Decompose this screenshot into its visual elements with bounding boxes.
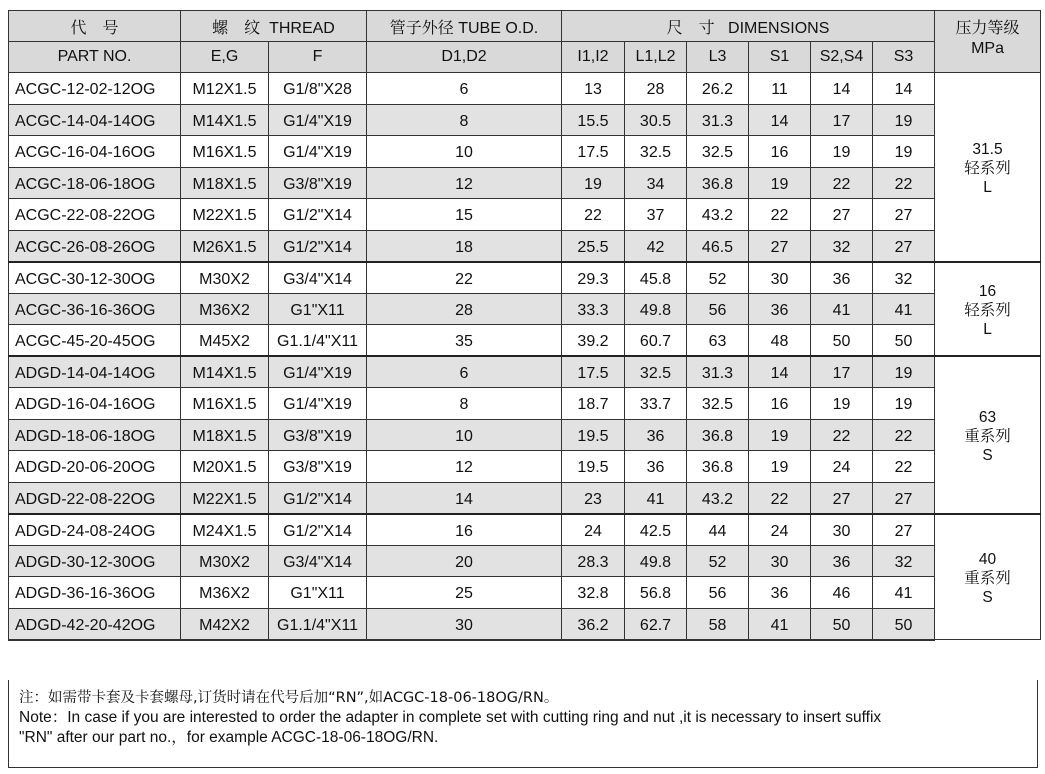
pressure-group bbox=[935, 262, 1041, 357]
cell-part: ADGD-36-16-36OG bbox=[9, 577, 181, 609]
cell-eg: M12X1.5 bbox=[181, 73, 269, 105]
cell-s3: 27 bbox=[873, 230, 935, 262]
cell-part: ADGD-20-06-20OG bbox=[9, 451, 181, 483]
cell-s3: 27 bbox=[873, 199, 935, 231]
cell-s3: 22 bbox=[873, 451, 935, 483]
cell-d1d2: 30 bbox=[367, 608, 562, 640]
table-row bbox=[9, 325, 1041, 357]
cell-l1l2: 56.8 bbox=[625, 577, 687, 609]
cell-part: ACGC-45-20-45OG bbox=[9, 325, 181, 357]
cell-d1d2: 14 bbox=[367, 482, 562, 514]
table-row bbox=[9, 356, 1041, 388]
pressure-code: S bbox=[982, 589, 993, 607]
header-dimensions bbox=[562, 11, 935, 42]
cell-eg: M22X1.5 bbox=[181, 482, 269, 514]
cell-l3: 46.5 bbox=[687, 230, 749, 262]
cell-s3: 22 bbox=[873, 167, 935, 199]
pressure-value: 63 bbox=[978, 409, 997, 427]
cell-part: ADGD-18-06-18OG bbox=[9, 419, 181, 451]
cell-part: ACGC-14-04-14OG bbox=[9, 104, 181, 136]
cell-l3: 32.5 bbox=[687, 388, 749, 420]
header-dims-en: DIMENSIONS bbox=[728, 19, 830, 37]
header-d1d2: D1,D2 bbox=[367, 42, 562, 73]
cell-s3: 32 bbox=[873, 545, 935, 577]
cell-l1l2: 41 bbox=[625, 482, 687, 514]
table-row bbox=[9, 482, 1041, 514]
cell-s1: 16 bbox=[749, 388, 811, 420]
cell-f: G1"X11 bbox=[269, 293, 367, 325]
cell-f: G1/4"X19 bbox=[269, 136, 367, 168]
cell-f: G1.1/4"X11 bbox=[269, 325, 367, 357]
cell-s2s4: 32 bbox=[811, 230, 873, 262]
cell-s3: 19 bbox=[873, 136, 935, 168]
cell-s2s4: 30 bbox=[811, 514, 873, 546]
cell-eg: M36X2 bbox=[181, 577, 269, 609]
header-s2s4: S2,S4 bbox=[811, 42, 873, 73]
cell-l1l2: 28 bbox=[625, 73, 687, 105]
cell-s1: 27 bbox=[749, 230, 811, 262]
cell-eg: M30X2 bbox=[181, 545, 269, 577]
cell-part: ACGC-18-06-18OG bbox=[9, 167, 181, 199]
cell-l3: 36.8 bbox=[687, 167, 749, 199]
cell-i1i2: 19.5 bbox=[562, 451, 625, 483]
cell-l3: 36.8 bbox=[687, 451, 749, 483]
table-row bbox=[9, 514, 1041, 546]
cell-i1i2: 13 bbox=[562, 73, 625, 105]
cell-eg: M14X1.5 bbox=[181, 104, 269, 136]
cell-eg: M26X1.5 bbox=[181, 230, 269, 262]
cell-l3: 56 bbox=[687, 577, 749, 609]
cell-s3: 22 bbox=[873, 419, 935, 451]
cell-s1: 36 bbox=[749, 577, 811, 609]
table-row bbox=[9, 608, 1041, 640]
cell-s2s4: 41 bbox=[811, 293, 873, 325]
pressure-value: 16 bbox=[978, 283, 997, 301]
cell-l3: 31.3 bbox=[687, 356, 749, 388]
cell-part: ADGD-42-20-42OG bbox=[9, 608, 181, 640]
cell-s3: 27 bbox=[873, 514, 935, 546]
pressure-group bbox=[935, 514, 1041, 640]
cell-eg: M45X2 bbox=[181, 325, 269, 357]
cell-l1l2: 30.5 bbox=[625, 104, 687, 136]
table-row bbox=[9, 262, 1041, 294]
cell-eg: M16X1.5 bbox=[181, 388, 269, 420]
cell-l3: 43.2 bbox=[687, 482, 749, 514]
cell-l1l2: 36 bbox=[625, 451, 687, 483]
cell-i1i2: 24 bbox=[562, 514, 625, 546]
table-row bbox=[9, 545, 1041, 577]
cell-f: G1/8"X28 bbox=[269, 73, 367, 105]
cell-l1l2: 33.7 bbox=[625, 388, 687, 420]
pressure-value: 31.5 bbox=[972, 141, 1003, 159]
header-thread bbox=[181, 11, 367, 42]
cell-f: G3/8"X19 bbox=[269, 451, 367, 483]
header-pressure-unit: MPa bbox=[971, 40, 1004, 57]
cell-s3: 19 bbox=[873, 388, 935, 420]
cell-d1d2: 28 bbox=[367, 293, 562, 325]
cell-l3: 32.5 bbox=[687, 136, 749, 168]
pressure-code: S bbox=[982, 447, 993, 465]
cell-i1i2: 36.2 bbox=[562, 608, 625, 640]
header-thread-en: THREAD bbox=[269, 19, 335, 37]
spec-sheet bbox=[8, 10, 1040, 641]
cell-part: ACGC-30-12-30OG bbox=[9, 262, 181, 294]
cell-i1i2: 19 bbox=[562, 167, 625, 199]
cell-l1l2: 45.8 bbox=[625, 262, 687, 294]
cell-s2s4: 17 bbox=[811, 356, 873, 388]
cell-s1: 24 bbox=[749, 514, 811, 546]
cell-s3: 19 bbox=[873, 104, 935, 136]
cell-f: G1.1/4"X11 bbox=[269, 608, 367, 640]
cell-s1: 11 bbox=[749, 73, 811, 105]
cell-f: G1/2"X14 bbox=[269, 482, 367, 514]
cell-i1i2: 39.2 bbox=[562, 325, 625, 357]
cell-f: G1/2"X14 bbox=[269, 199, 367, 231]
cell-s3: 50 bbox=[873, 608, 935, 640]
cell-f: G1/4"X19 bbox=[269, 388, 367, 420]
cell-s3: 27 bbox=[873, 482, 935, 514]
header-dims-cn: 尺 寸 bbox=[666, 19, 715, 37]
cell-eg: M36X2 bbox=[181, 293, 269, 325]
cell-s3: 32 bbox=[873, 262, 935, 294]
cell-l1l2: 36 bbox=[625, 419, 687, 451]
cell-i1i2: 28.3 bbox=[562, 545, 625, 577]
cell-f: G1/4"X19 bbox=[269, 104, 367, 136]
header-s3: S3 bbox=[873, 42, 935, 73]
cell-s2s4: 27 bbox=[811, 199, 873, 231]
note-en-line1: Note：In case if you are interested to order the adapter in complete set with cutting ring and nut ,it is necessary to insert suffix bbox=[19, 709, 882, 726]
cell-d1d2: 8 bbox=[367, 388, 562, 420]
cell-i1i2: 17.5 bbox=[562, 356, 625, 388]
table-row bbox=[9, 388, 1041, 420]
cell-l3: 36.8 bbox=[687, 419, 749, 451]
cell-l3: 44 bbox=[687, 514, 749, 546]
table-row bbox=[9, 167, 1041, 199]
cell-s2s4: 19 bbox=[811, 136, 873, 168]
cell-f: G1/2"X14 bbox=[269, 230, 367, 262]
cell-i1i2: 29.3 bbox=[562, 262, 625, 294]
table-row bbox=[9, 199, 1041, 231]
cell-d1d2: 18 bbox=[367, 230, 562, 262]
header-s1: S1 bbox=[749, 42, 811, 73]
cell-s2s4: 14 bbox=[811, 73, 873, 105]
cell-i1i2: 19.5 bbox=[562, 419, 625, 451]
table-header bbox=[9, 11, 1041, 73]
cell-d1d2: 25 bbox=[367, 577, 562, 609]
note-cn: 注：如需带卡套及卡套螺母,订货时请在代号后加“RN”,如ACGC-18-06-18OG/RN。 bbox=[19, 690, 559, 706]
cell-s1: 22 bbox=[749, 482, 811, 514]
cell-i1i2: 17.5 bbox=[562, 136, 625, 168]
table-row bbox=[9, 419, 1041, 451]
dimensions-table bbox=[8, 10, 1041, 641]
cell-i1i2: 25.5 bbox=[562, 230, 625, 262]
table-row bbox=[9, 577, 1041, 609]
cell-l3: 52 bbox=[687, 545, 749, 577]
note-en-line2: "RN" after our part no.，for example ACGC-18-06-18OG/RN. bbox=[19, 729, 439, 746]
cell-part: ADGD-14-04-14OG bbox=[9, 356, 181, 388]
cell-part: ADGD-22-08-22OG bbox=[9, 482, 181, 514]
cell-i1i2: 18.7 bbox=[562, 388, 625, 420]
cell-s1: 30 bbox=[749, 262, 811, 294]
cell-part: ACGC-16-04-16OG bbox=[9, 136, 181, 168]
cell-s3: 50 bbox=[873, 325, 935, 357]
cell-s2s4: 27 bbox=[811, 482, 873, 514]
cell-i1i2: 33.3 bbox=[562, 293, 625, 325]
cell-eg: M18X1.5 bbox=[181, 167, 269, 199]
cell-s2s4: 19 bbox=[811, 388, 873, 420]
cell-d1d2: 20 bbox=[367, 545, 562, 577]
cell-d1d2: 22 bbox=[367, 262, 562, 294]
cell-eg: M22X1.5 bbox=[181, 199, 269, 231]
cell-d1d2: 10 bbox=[367, 136, 562, 168]
cell-s1: 19 bbox=[749, 451, 811, 483]
table-row bbox=[9, 104, 1041, 136]
cell-s2s4: 22 bbox=[811, 167, 873, 199]
cell-f: G1"X11 bbox=[269, 577, 367, 609]
pressure-group bbox=[935, 356, 1041, 514]
header-tube-od: 管子外径 TUBE O.D. bbox=[367, 11, 562, 42]
cell-l1l2: 32.5 bbox=[625, 136, 687, 168]
header-l1l2: L1,L2 bbox=[625, 42, 687, 73]
pressure-series: 重系列 bbox=[964, 570, 1011, 588]
cell-s2s4: 24 bbox=[811, 451, 873, 483]
cell-s1: 19 bbox=[749, 419, 811, 451]
cell-l1l2: 32.5 bbox=[625, 356, 687, 388]
cell-eg: M20X1.5 bbox=[181, 451, 269, 483]
cell-l1l2: 37 bbox=[625, 199, 687, 231]
cell-s1: 14 bbox=[749, 356, 811, 388]
header-pressure-cn: 压力等级 bbox=[955, 20, 1020, 37]
cell-eg: M14X1.5 bbox=[181, 356, 269, 388]
cell-d1d2: 12 bbox=[367, 451, 562, 483]
cell-i1i2: 23 bbox=[562, 482, 625, 514]
header-l3: L3 bbox=[687, 42, 749, 73]
cell-d1d2: 15 bbox=[367, 199, 562, 231]
order-note bbox=[8, 680, 1038, 768]
cell-i1i2: 22 bbox=[562, 199, 625, 231]
cell-d1d2: 10 bbox=[367, 419, 562, 451]
cell-i1i2: 32.8 bbox=[562, 577, 625, 609]
pressure-group bbox=[935, 73, 1041, 262]
cell-d1d2: 12 bbox=[367, 167, 562, 199]
cell-eg: M42X2 bbox=[181, 608, 269, 640]
cell-f: G3/8"X19 bbox=[269, 167, 367, 199]
table-row bbox=[9, 451, 1041, 483]
cell-s1: 36 bbox=[749, 293, 811, 325]
cell-s2s4: 36 bbox=[811, 545, 873, 577]
cell-part: ADGD-16-04-16OG bbox=[9, 388, 181, 420]
cell-s2s4: 46 bbox=[811, 577, 873, 609]
cell-part: ACGC-36-16-36OG bbox=[9, 293, 181, 325]
header-part-no: PART NO. bbox=[9, 42, 181, 73]
cell-s3: 41 bbox=[873, 577, 935, 609]
cell-s1: 19 bbox=[749, 167, 811, 199]
cell-l1l2: 34 bbox=[625, 167, 687, 199]
cell-s3: 19 bbox=[873, 356, 935, 388]
cell-l1l2: 49.8 bbox=[625, 545, 687, 577]
table-row bbox=[9, 230, 1041, 262]
cell-f: G3/4"X14 bbox=[269, 545, 367, 577]
cell-f: G3/8"X19 bbox=[269, 419, 367, 451]
cell-f: G3/4"X14 bbox=[269, 262, 367, 294]
cell-s3: 14 bbox=[873, 73, 935, 105]
header-code-cn: 代 号 bbox=[9, 11, 181, 42]
header-eg: E,G bbox=[181, 42, 269, 73]
cell-i1i2: 15.5 bbox=[562, 104, 625, 136]
cell-s2s4: 50 bbox=[811, 608, 873, 640]
cell-s1: 14 bbox=[749, 104, 811, 136]
cell-d1d2: 16 bbox=[367, 514, 562, 546]
cell-part: ADGD-30-12-30OG bbox=[9, 545, 181, 577]
header-pressure bbox=[935, 11, 1041, 73]
cell-l3: 31.3 bbox=[687, 104, 749, 136]
cell-s2s4: 50 bbox=[811, 325, 873, 357]
table-body bbox=[9, 73, 1041, 640]
pressure-series: 重系列 bbox=[964, 428, 1011, 446]
cell-part: ADGD-24-08-24OG bbox=[9, 514, 181, 546]
cell-l1l2: 42.5 bbox=[625, 514, 687, 546]
cell-l3: 63 bbox=[687, 325, 749, 357]
table-row bbox=[9, 73, 1041, 105]
cell-l3: 58 bbox=[687, 608, 749, 640]
table-row bbox=[9, 293, 1041, 325]
cell-l3: 56 bbox=[687, 293, 749, 325]
cell-s1: 41 bbox=[749, 608, 811, 640]
cell-f: G1/2"X14 bbox=[269, 514, 367, 546]
cell-d1d2: 35 bbox=[367, 325, 562, 357]
table-row bbox=[9, 136, 1041, 168]
cell-s2s4: 22 bbox=[811, 419, 873, 451]
cell-f: G1/4"X19 bbox=[269, 356, 367, 388]
header-f: F bbox=[269, 42, 367, 73]
cell-d1d2: 8 bbox=[367, 104, 562, 136]
header-thread-cn: 螺 纹 bbox=[212, 19, 261, 37]
cell-l1l2: 49.8 bbox=[625, 293, 687, 325]
cell-part: ACGC-22-08-22OG bbox=[9, 199, 181, 231]
cell-l1l2: 62.7 bbox=[625, 608, 687, 640]
cell-eg: M18X1.5 bbox=[181, 419, 269, 451]
cell-l1l2: 60.7 bbox=[625, 325, 687, 357]
cell-d1d2: 6 bbox=[367, 356, 562, 388]
cell-s2s4: 36 bbox=[811, 262, 873, 294]
cell-part: ACGC-26-08-26OG bbox=[9, 230, 181, 262]
pressure-value: 40 bbox=[978, 551, 997, 569]
pressure-series: 轻系列 bbox=[964, 302, 1011, 320]
cell-s1: 16 bbox=[749, 136, 811, 168]
cell-s1: 30 bbox=[749, 545, 811, 577]
cell-l3: 43.2 bbox=[687, 199, 749, 231]
cell-l3: 26.2 bbox=[687, 73, 749, 105]
cell-eg: M16X1.5 bbox=[181, 136, 269, 168]
cell-s2s4: 17 bbox=[811, 104, 873, 136]
cell-l1l2: 42 bbox=[625, 230, 687, 262]
cell-s1: 22 bbox=[749, 199, 811, 231]
cell-l3: 52 bbox=[687, 262, 749, 294]
cell-s3: 41 bbox=[873, 293, 935, 325]
pressure-code: L bbox=[983, 321, 992, 339]
pressure-series: 轻系列 bbox=[964, 160, 1011, 178]
header-i1i2: I1,I2 bbox=[562, 42, 625, 73]
cell-eg: M30X2 bbox=[181, 262, 269, 294]
cell-eg: M24X1.5 bbox=[181, 514, 269, 546]
cell-d1d2: 6 bbox=[367, 73, 562, 105]
cell-part: ACGC-12-02-12OG bbox=[9, 73, 181, 105]
pressure-code: L bbox=[983, 179, 992, 197]
cell-s1: 48 bbox=[749, 325, 811, 357]
